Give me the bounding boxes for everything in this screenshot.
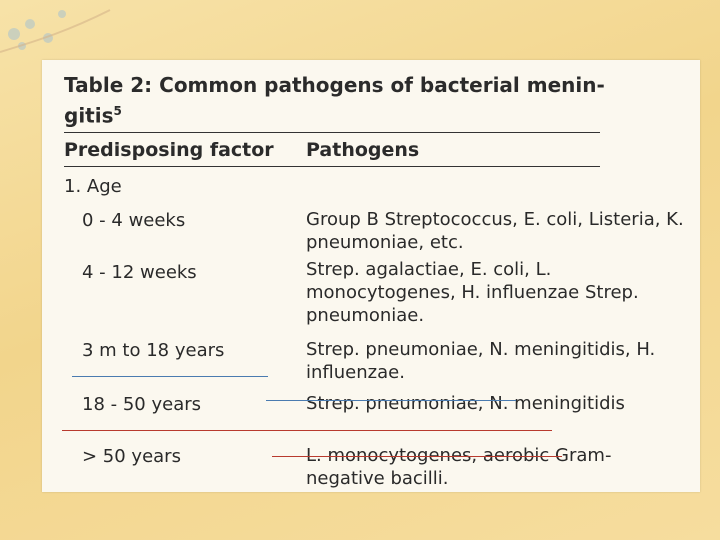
annotation-underline-red-1: [62, 430, 552, 431]
factor-18-50-years: 18 - 50 years: [82, 394, 202, 415]
decorative-flourish: [0, 0, 720, 60]
pathogens-row-4: Strep. pneumoniae, N. meningitidis: [306, 393, 625, 414]
factor-over-50-years: > 50 years: [82, 446, 181, 467]
annotation-underline-blue-2: [266, 400, 516, 401]
pathogens-row-3: Strep. pneumoniae, N. meningitidis, H. influenzae.: [306, 339, 656, 383]
title-rule: [64, 132, 600, 133]
header-predisposing-factor: Predisposing factor: [64, 139, 274, 161]
pathogens-row-1: Group B Streptococcus, E. coli, Listeria, K. pneumoniae, etc.: [306, 209, 684, 253]
pathogens-row-5: L. monocytogenes, aerobic Gram-negative bacilli.: [306, 445, 612, 489]
section-label-age: 1. Age: [64, 176, 122, 197]
annotation-underline-red-2: [272, 456, 562, 457]
scanned-page: [42, 60, 700, 492]
factor-4-12-weeks: 4 - 12 weeks: [82, 262, 197, 283]
header-rule: [64, 166, 600, 167]
header-pathogens: Pathogens: [306, 139, 420, 161]
annotation-underline-blue-1: [72, 376, 268, 377]
factor-3m-18-years: 3 m to 18 years: [82, 340, 225, 361]
factor-0-4-weeks: 0 - 4 weeks: [82, 210, 186, 231]
pathogens-row-2: Strep. agalactiae, E. coli, L. monocytogenes, H. influenzae Strep. pneumoniae.: [306, 259, 639, 326]
table-title: Table 2: Common pathogens of bacterial menin-gitis$^5$: [64, 73, 605, 128]
